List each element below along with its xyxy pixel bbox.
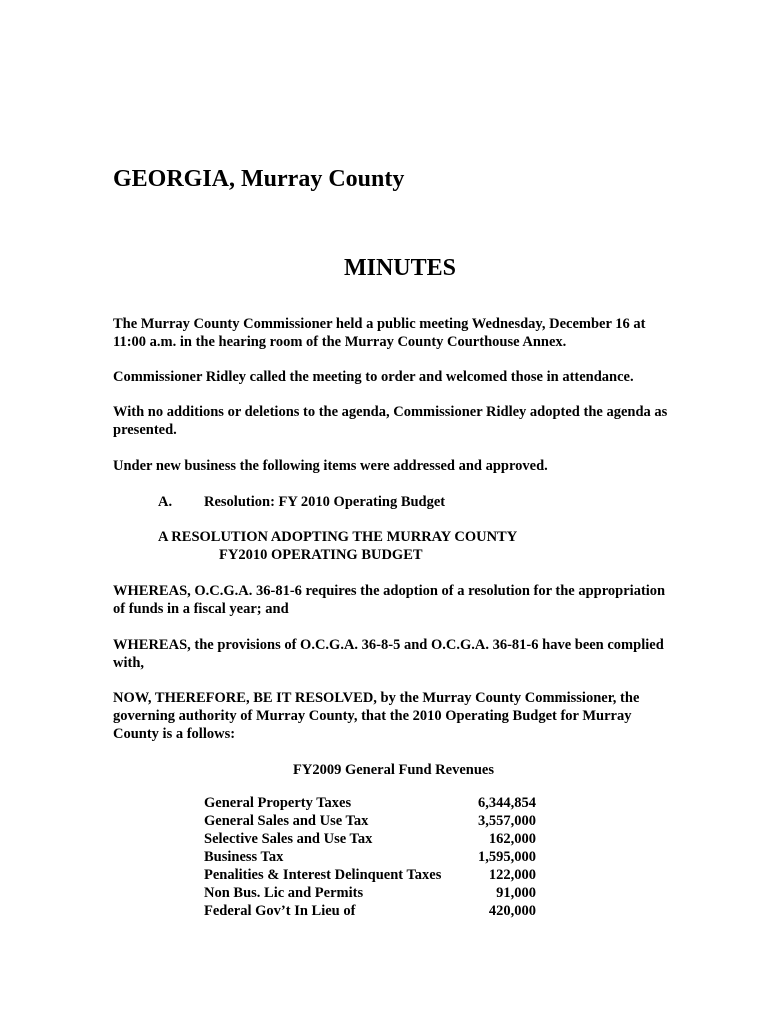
minutes-heading: MINUTES: [343, 255, 457, 281]
table-row: [204, 848, 536, 866]
revenue-amount: 420,000: [488, 903, 536, 919]
revenue-amount: 3,557,000: [478, 813, 536, 829]
revenue-name: Federal Gov’t In Lieu of: [204, 903, 356, 919]
item-letter: A.: [158, 494, 173, 510]
meeting-intro-paragraph: The Murray County Commissioner held a public meeting Wednesday, December 16 at 11:00 a.m. in the hearing room of the Murray County Courthouse Annex.: [113, 316, 646, 350]
revenue-name: Selective Sales and Use Tax: [204, 831, 373, 847]
revenues-heading: FY2009 General Fund Revenues: [293, 762, 494, 778]
revenue-name: Non Bus. Lic and Permits: [204, 885, 364, 901]
revenue-name: Penalities & Interest Delinquent Taxes: [204, 867, 442, 883]
table-row: [204, 866, 536, 884]
revenue-amount: 91,000: [496, 885, 536, 901]
table-row: [204, 884, 536, 902]
revenue-name: General Property Taxes: [204, 795, 352, 811]
new-business-paragraph: Under new business the following items were addressed and approved.: [113, 458, 548, 474]
whereas-paragraph-2: WHEREAS, the provisions of O.C.G.A. 36-8-5 and O.C.G.A. 36-81-6 have been complied with,: [113, 637, 664, 671]
whereas-paragraph-1: WHEREAS, O.C.G.A. 36-81-6 requires the adoption of a resolution for the appropriation of funds in a fiscal year; and: [113, 583, 666, 617]
agenda-paragraph: With no additions or deletions to the agenda, Commissioner Ridley adopted the agenda as presented.: [113, 404, 668, 438]
call-to-order-paragraph: Commissioner Ridley called the meeting to order and welcomed those in attendance.: [113, 369, 634, 385]
resolved-paragraph: NOW, THEREFORE, BE IT RESOLVED, by the Murray County Commissioner, the governing authority of Murray County, that the 2010 Operating Budget for Murray County is a follows:: [113, 690, 640, 742]
item-title: Resolution: FY 2010 Operating Budget: [204, 494, 446, 510]
revenues-table: [204, 794, 536, 920]
revenue-name: Business Tax: [204, 849, 284, 865]
table-row: [204, 794, 536, 812]
revenue-amount: 1,595,000: [478, 849, 536, 865]
revenue-name: General Sales and Use Tax: [204, 813, 369, 829]
document-title: GEORGIA, Murray County: [113, 166, 405, 192]
revenue-amount: 122,000: [488, 867, 536, 883]
table-row: [204, 902, 536, 920]
resolution-title-line2: FY2010 OPERATING BUDGET: [219, 547, 423, 563]
revenue-amount: 6,344,854: [478, 795, 536, 811]
table-row: [204, 812, 536, 830]
resolution-title-line1: A RESOLUTION ADOPTING THE MURRAY COUNTY: [158, 529, 518, 545]
table-row: [204, 830, 536, 848]
revenue-amount: 162,000: [488, 831, 536, 847]
